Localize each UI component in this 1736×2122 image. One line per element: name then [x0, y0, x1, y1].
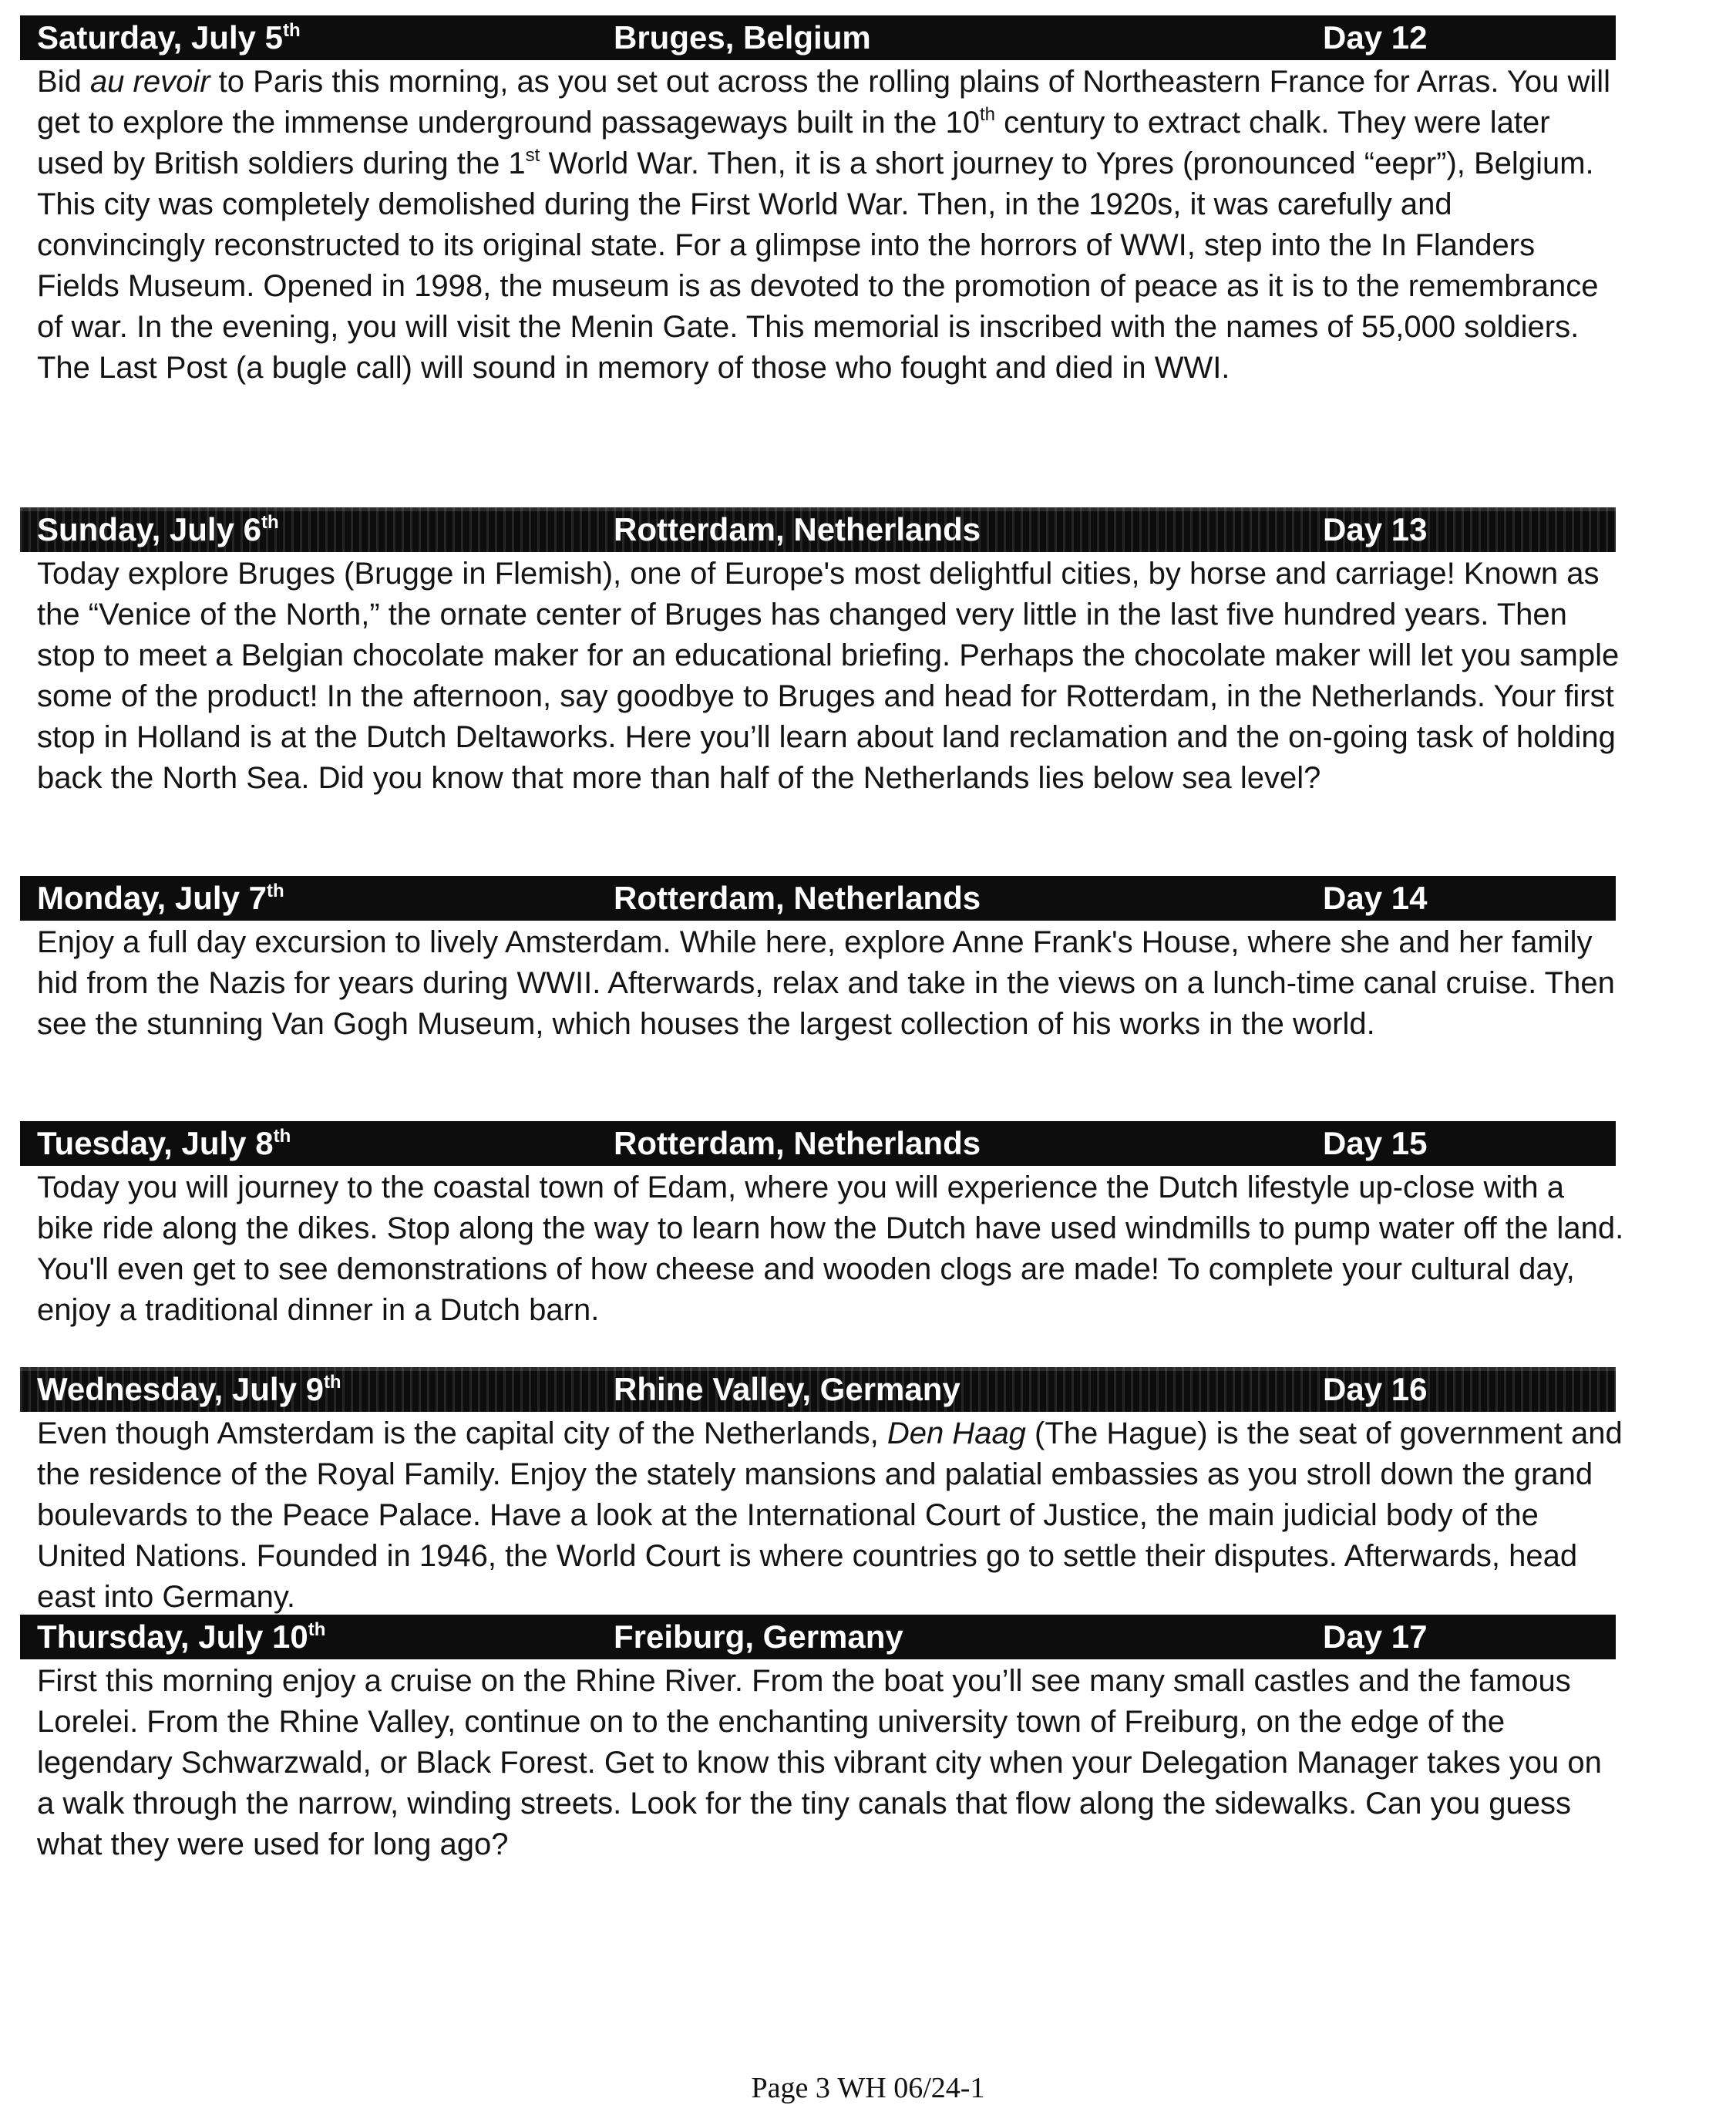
document-code: WH 06/24-1	[837, 2072, 985, 2104]
day-header-bar	[20, 507, 1616, 552]
day-city: Freiburg, Germany	[614, 1618, 903, 1655]
day-description: First this morning enjoy a cruise on the Rhine River. From the boat you’ll see many small castles and the famous Lorelei. From the Rhine Valley, continue on to the enchanting university town of Freiburg, on the edge of the legendary Schwarzwald, or Black Forest. Get to know this vibrant city when your Delegation Manager takes you on a walk through the narrow, winding streets. Look for the tiny canals that flow along the sidewalks. Can you guess what they were used for long ago?	[37, 1664, 1602, 1861]
day-description: Even though Amsterdam is the capital city of the Netherlands, Den Haag (The Hague) is the seat of government and the residence of the Royal Family. Enjoy the stately mansions and palatial embassies as you stroll down the grand boulevards to the Peace Palace. Have a look at the International Court of Justice, the main judicial body of the United Nations. Founded in 1946, the World Court is where countries go to settle their disputes. Afterwards, head east into Germany.	[37, 1416, 1623, 1614]
day-date: Wednesday, July 9th	[37, 1371, 341, 1407]
day-number: Day 13	[1323, 511, 1428, 547]
day-description: Enjoy a full day excursion to lively Amsterdam. While here, explore Anne Frank's House, where she and her family hid from the Nazis for years during WWII. Afterwards, relax and take in the views on a lunch-time canal cruise. Then see the stunning Van Gogh Museum, which houses the largest collection of his works in the world.	[37, 925, 1615, 1041]
day-number: Day 12	[1323, 19, 1428, 56]
day-section	[20, 15, 1616, 389]
day-city: Rotterdam, Netherlands	[614, 880, 981, 916]
day-date: Saturday, July 5th	[37, 19, 301, 56]
day-number: Day 17	[1323, 1618, 1428, 1655]
day-header-bar	[20, 1367, 1616, 1412]
day-city: Rotterdam, Netherlands	[614, 511, 981, 547]
page-footer	[0, 2071, 1736, 2105]
day-section	[20, 876, 1616, 1045]
day-number: Day 16	[1323, 1371, 1428, 1407]
day-number: Day 15	[1323, 1125, 1428, 1161]
day-city: Bruges, Belgium	[614, 19, 871, 56]
day-number: Day 14	[1323, 880, 1428, 916]
day-description: Bid au revoir to Paris this morning, as you set out across the rolling plains of Northeastern France for Arras. You will get to explore the immense underground passageways built in the 10th century to extract chalk. They were later used by British soldiers during the 1st World War. Then, it is a short journey to Ypres (pronounced “eepr”), Belgium. This city was completely demolished during the First World War. Then, in the 1920s, it was carefully and convincingly reconstructed to its original state. For a glimpse into the horrors of WWI, step into the In Flanders Fields Museum. Opened in 1998, the museum is as devoted to the promotion of peace as it is to the remembrance of war. In the evening, you will visit the Menin Gate. This memorial is inscribed with the names of 55,000 soldiers. The Last Post (a bugle call) will sound in memory of those who fought and died in WWI.	[37, 65, 1610, 385]
day-section	[20, 1615, 1616, 1865]
day-header-bar	[20, 1121, 1616, 1166]
day-header-bar	[20, 876, 1616, 921]
day-description: Today explore Bruges (Brugge in Flemish), one of Europe's most delightful cities, by horse and carriage! Known as the “Venice of the North,” the ornate center of Bruges has changed very little in the last five hundred years. Then stop to meet a Belgian chocolate maker for an educational briefing. Perhaps the chocolate maker will let you sample some of the product! In the afternoon, say goodbye to Bruges and head for Rotterdam, in the Netherlands. Your first stop in Holland is at the Dutch Deltaworks. Here you’ll learn about land reclamation and the on-going task of holding back the North Sea. Did you know that more than half of the Netherlands lies below sea level?	[37, 557, 1620, 795]
day-section	[20, 1367, 1623, 1618]
day-date: Sunday, July 6th	[37, 511, 279, 547]
day-section	[20, 507, 1620, 799]
day-city: Rhine Valley, Germany	[614, 1371, 961, 1407]
day-section	[20, 1121, 1624, 1331]
day-city: Rotterdam, Netherlands	[614, 1125, 981, 1161]
day-header-bar	[20, 15, 1616, 60]
day-date: Tuesday, July 8th	[37, 1125, 291, 1161]
day-date: Monday, July 7th	[37, 880, 284, 916]
day-date: Thursday, July 10th	[37, 1618, 326, 1655]
day-description: Today you will journey to the coastal town of Edam, where you will experience the Dutch lifestyle up-close with a bike ride along the dikes. Stop along the way to learn how the Dutch have used windmills to pump water off the land. You'll even get to see demonstrations of how cheese and wooden clogs are made! To complete your cultural day, enjoy a traditional dinner in a Dutch barn.	[37, 1170, 1624, 1327]
day-header-bar	[20, 1615, 1616, 1659]
page-number: Page 3	[751, 2072, 830, 2104]
